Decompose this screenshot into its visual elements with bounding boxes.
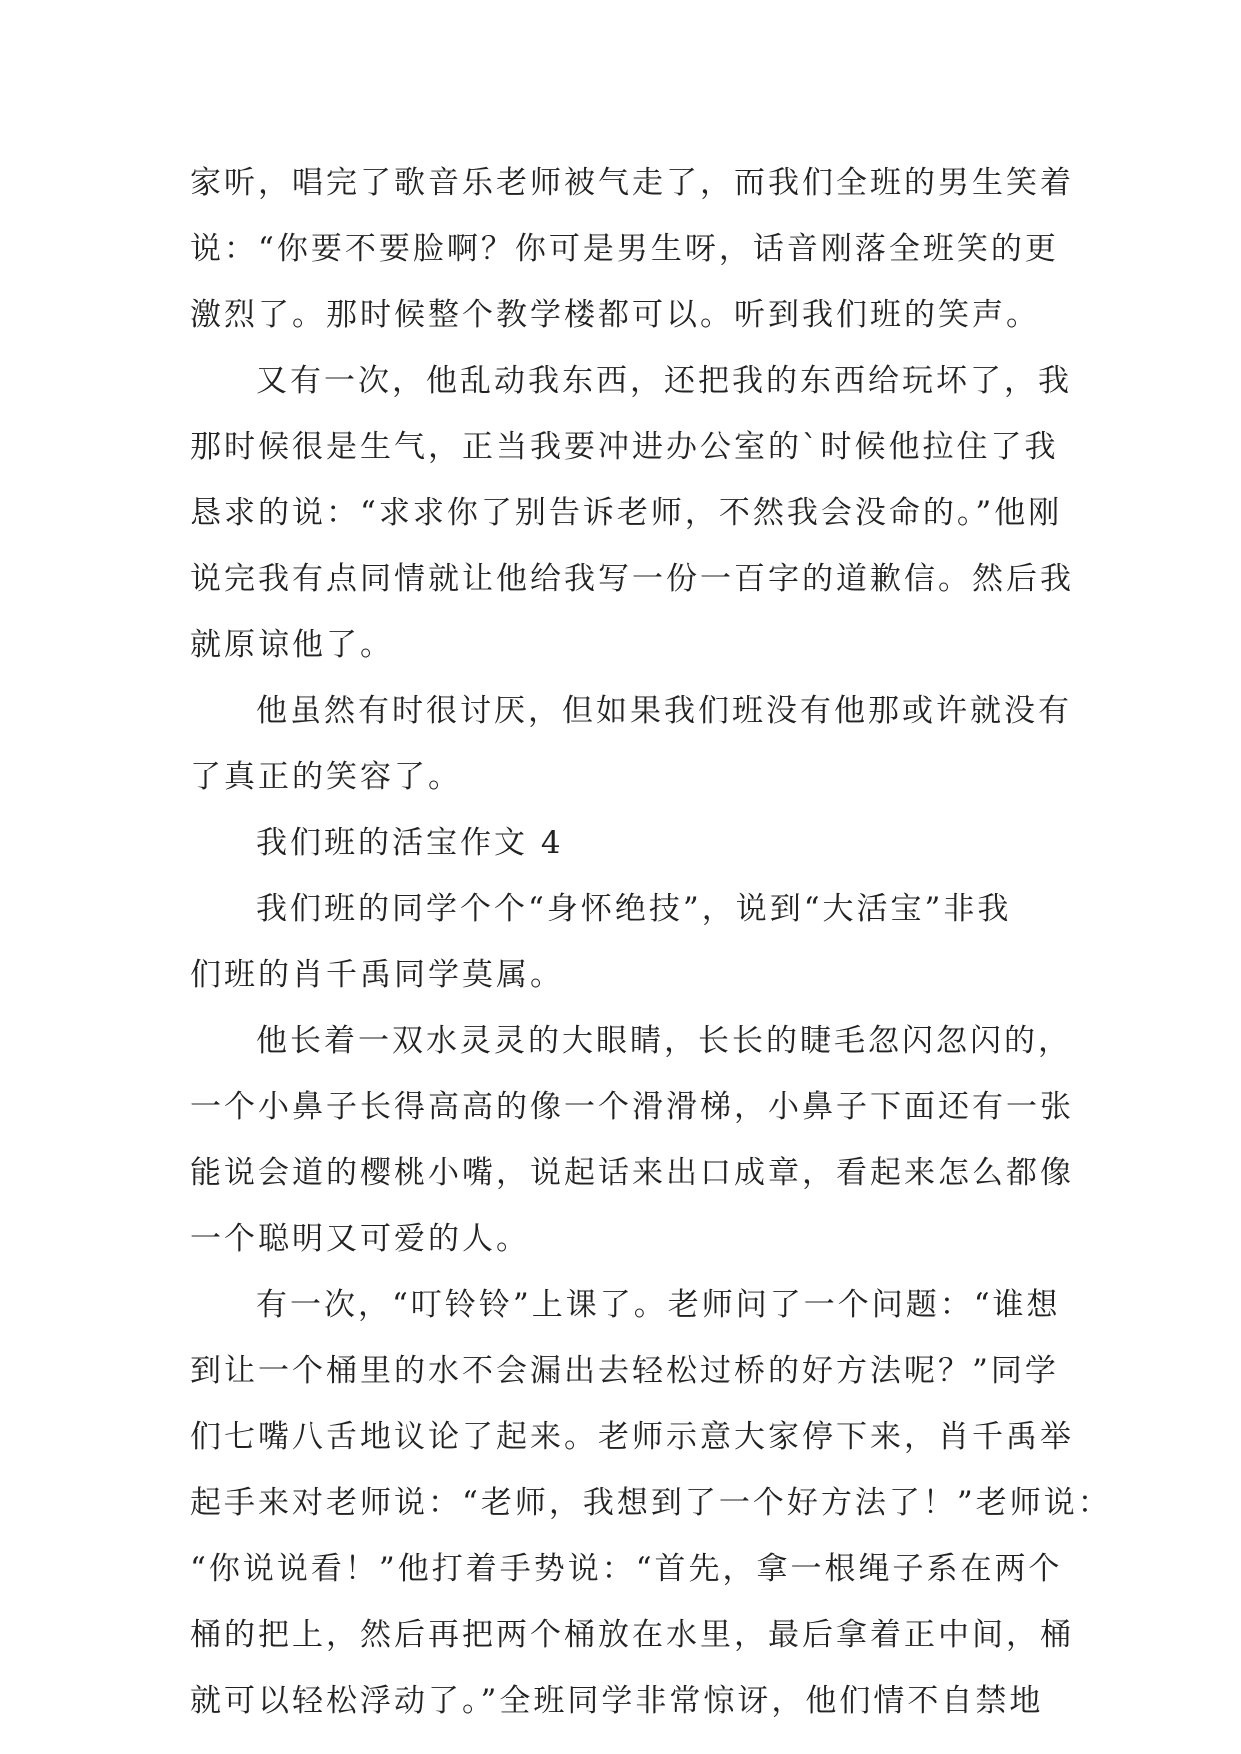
text-line-5: 那时候很是生气，正当我要冲进办公室的`时候他拉住了我 <box>190 429 1059 465</box>
text-line-14: 他长着一双水灵灵的大眼睛，长长的睫毛忽闪忽闪的， <box>256 1023 1072 1059</box>
text-line-9: 他虽然有时很讨厌，但如果我们班没有他那或许就没有 <box>256 693 1072 729</box>
text-line-8: 就原谅他了。 <box>190 627 394 663</box>
text-line-18: 有一次，“叮铃铃”上课了。老师问了一个问题：“谁想 <box>256 1287 1061 1323</box>
text-line-20: 们七嘴八舌地议论了起来。老师示意大家停下来，肖千禹举 <box>190 1419 1074 1455</box>
text-line-21: 起手来对老师说：“老师，我想到了一个好方法了！”老师说： <box>190 1485 1112 1521</box>
text-line-6: 恳求的说：“求求你了别告诉老师，不然我会没命的。”他刚 <box>190 495 1063 531</box>
text-line-1: 家听，唱完了歌音乐老师被气走了，而我们全班的男生笑着 <box>190 165 1074 201</box>
text-line-13: 们班的肖千禹同学莫属。 <box>190 957 564 993</box>
text-line-7: 说完我有点同情就让他给我写一份一百字的道歉信。然后我 <box>190 561 1074 597</box>
text-line-16: 能说会道的樱桃小嘴，说起话来出口成章，看起来怎么都像 <box>190 1155 1074 1191</box>
text-line-2: 说：“你要不要脸啊？你可是男生呀，话音刚落全班笑的更 <box>190 231 1059 267</box>
text-line-22: “你说说看！”他打着手势说：“首先，拿一根绳子系在两个 <box>190 1551 1063 1587</box>
text-line-24: 就可以轻松浮动了。”全班同学非常惊讶，他们情不自禁地 <box>190 1683 1044 1719</box>
text-line-23: 桶的把上，然后再把两个桶放在水里，最后拿着正中间，桶 <box>190 1617 1074 1653</box>
section-heading: 我们班的活宝作文 4 <box>256 825 564 861</box>
document-body <box>190 150 1112 1734</box>
text-line-19: 到让一个桶里的水不会漏出去轻松过桥的好方法呢？”同学 <box>190 1353 1059 1389</box>
text-line-12: 我们班的同学个个“身怀绝技”，说到“大活宝”非我 <box>256 891 1012 927</box>
text-line-3: 激烈了。那时候整个教学楼都可以。听到我们班的笑声。 <box>190 297 1040 333</box>
text-line-15: 一个小鼻子长得高高的像一个滑滑梯，小鼻子下面还有一张 <box>190 1089 1074 1125</box>
text-line-10: 了真正的笑容了。 <box>190 759 462 795</box>
text-line-17: 一个聪明又可爱的人。 <box>190 1221 530 1257</box>
text-line-4: 又有一次，他乱动我东西，还把我的东西给玩坏了，我 <box>256 363 1072 399</box>
